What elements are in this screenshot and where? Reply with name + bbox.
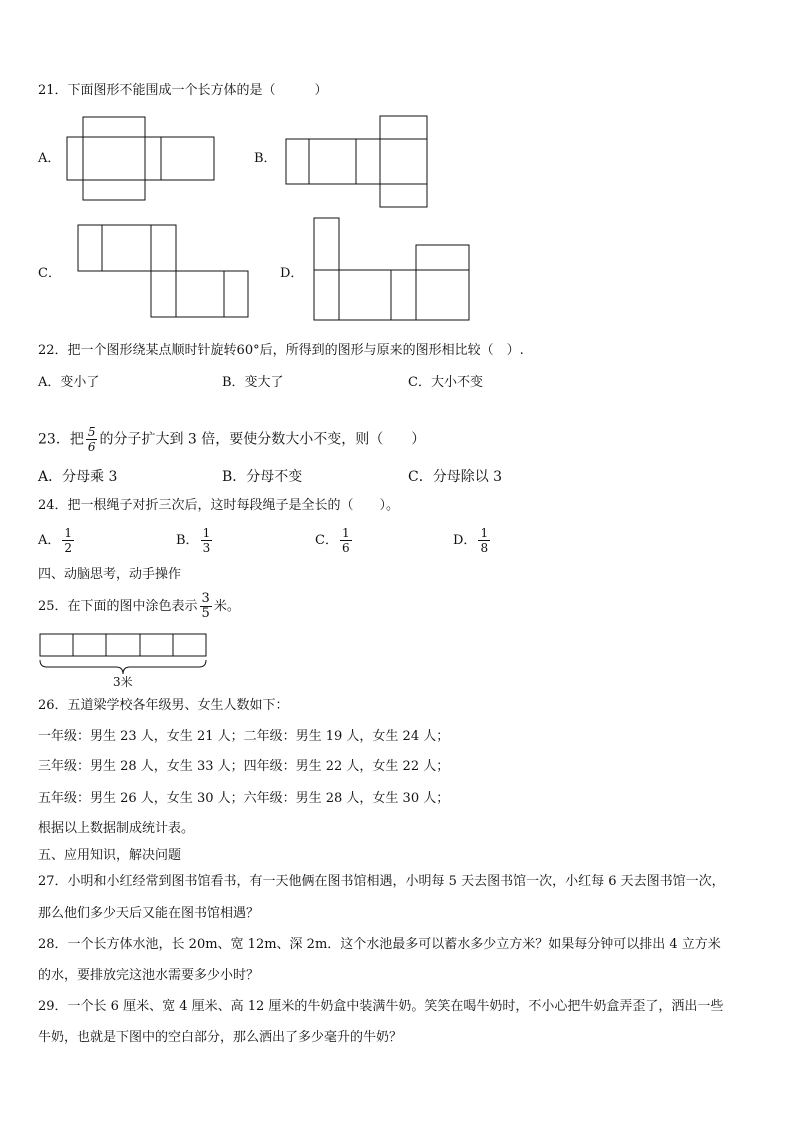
q28-line-1: 28．一个长方体水池，长 20m、宽 12m、深 2m．这个水池最多可以蓄水多少立方米？如果每分钟可以排出 4 立方米 <box>38 937 721 952</box>
q23-fraction-denominator: 6 <box>87 440 96 454</box>
q29-line-2: 牛奶，也就是下图中的空白部分，那么洒出了多少毫升的牛奶？ <box>38 1030 403 1045</box>
q21-option-a-label: A． <box>38 151 61 166</box>
q24-option-c-label: C． <box>315 533 338 548</box>
q21-option-c-label: C． <box>38 266 61 281</box>
q26-row-3: 五年级：男生 26 人，女生 30 人；六年级：男生 28 人，女生 30 人； <box>38 791 450 806</box>
q23-option-c: C．分母除以 3 <box>408 469 503 485</box>
section-5-heading: 五、应用知识，解决问题 <box>38 848 182 863</box>
q21-option-d-label: D． <box>280 266 304 281</box>
q24-option-b-label: B． <box>176 533 199 548</box>
q24-option-d-label: D． <box>453 533 477 548</box>
section-4-heading: 四、动脑思考，动手操作 <box>38 567 182 582</box>
numerator: 1 <box>64 526 73 540</box>
q21-option-b-label: B． <box>254 151 277 166</box>
numerator: 1 <box>341 526 350 540</box>
q26-tail: 根据以上数据制成统计表。 <box>38 821 195 836</box>
q25-fraction-numerator: 3 <box>201 591 210 606</box>
numerator: 1 <box>480 526 489 540</box>
q25-stem-pre: 25．在下面的图中涂色表示 <box>38 599 198 614</box>
q25-bar-label: 3米 <box>113 675 133 689</box>
q28-line-2: 的水，要排放完这池水需要多少小时？ <box>38 968 260 983</box>
q25-stem-post: 米。 <box>213 599 240 614</box>
numerator: 1 <box>202 526 211 540</box>
q22-stem: 22．把一个图形绕某点顺时针旋转60°后，所得到的图形与原来的图形相比较（ ）. <box>38 343 524 358</box>
q24-option-a-label: A． <box>38 533 61 548</box>
q25-fraction-denominator: 5 <box>201 606 210 621</box>
q23-stem-pre: 23．把 <box>38 431 84 448</box>
q21-stem: 21．下面图形不能围成一个长方体的是（ ） <box>38 83 328 98</box>
denominator: 8 <box>480 541 489 555</box>
q27-line-1: 27．小明和小红经常到图书馆看书，有一天他俩在图书馆相遇，小明每 5 天去图书馆一次，小红每 6 天去图书馆一次， <box>38 874 725 889</box>
denominator: 2 <box>64 541 73 555</box>
q23-stem-post: 的分子扩大到 3 倍，要使分数大小不变，则（ ） <box>99 431 426 448</box>
q26-row-2: 三年级：男生 28 人，女生 33 人；四年级：男生 22 人，女生 22 人； <box>38 759 450 774</box>
q29-line-1: 29．一个长 6 厘米、宽 4 厘米、高 12 厘米的牛奶盒中装满牛奶。笑笑在喝牛奶时，不小心把牛奶盒弄歪了，洒出一些 <box>38 999 724 1014</box>
q22-option-a: A．变小了 <box>38 375 100 390</box>
q26-stem: 26．五道梁学校各年级男、女生人数如下： <box>38 698 289 713</box>
denominator: 6 <box>341 541 350 555</box>
q23-fraction-numerator: 5 <box>87 425 96 439</box>
denominator: 3 <box>202 541 211 555</box>
q23-option-a: A．分母乘 3 <box>38 469 118 485</box>
q22-option-b: B．变大了 <box>222 375 284 390</box>
q23-option-b: B．分母不变 <box>222 469 303 485</box>
q22-option-c: C．大小不变 <box>408 375 483 390</box>
q26-row-1: 一年级：男生 23 人，女生 21 人；二年级：男生 19 人，女生 24 人； <box>38 729 450 744</box>
q24-stem: 24．把一根绳子对折三次后，这时每段绳子是全长的（ ）。 <box>38 498 400 513</box>
q27-line-2: 那么他们多少天后又能在图书馆相遇？ <box>38 906 260 921</box>
